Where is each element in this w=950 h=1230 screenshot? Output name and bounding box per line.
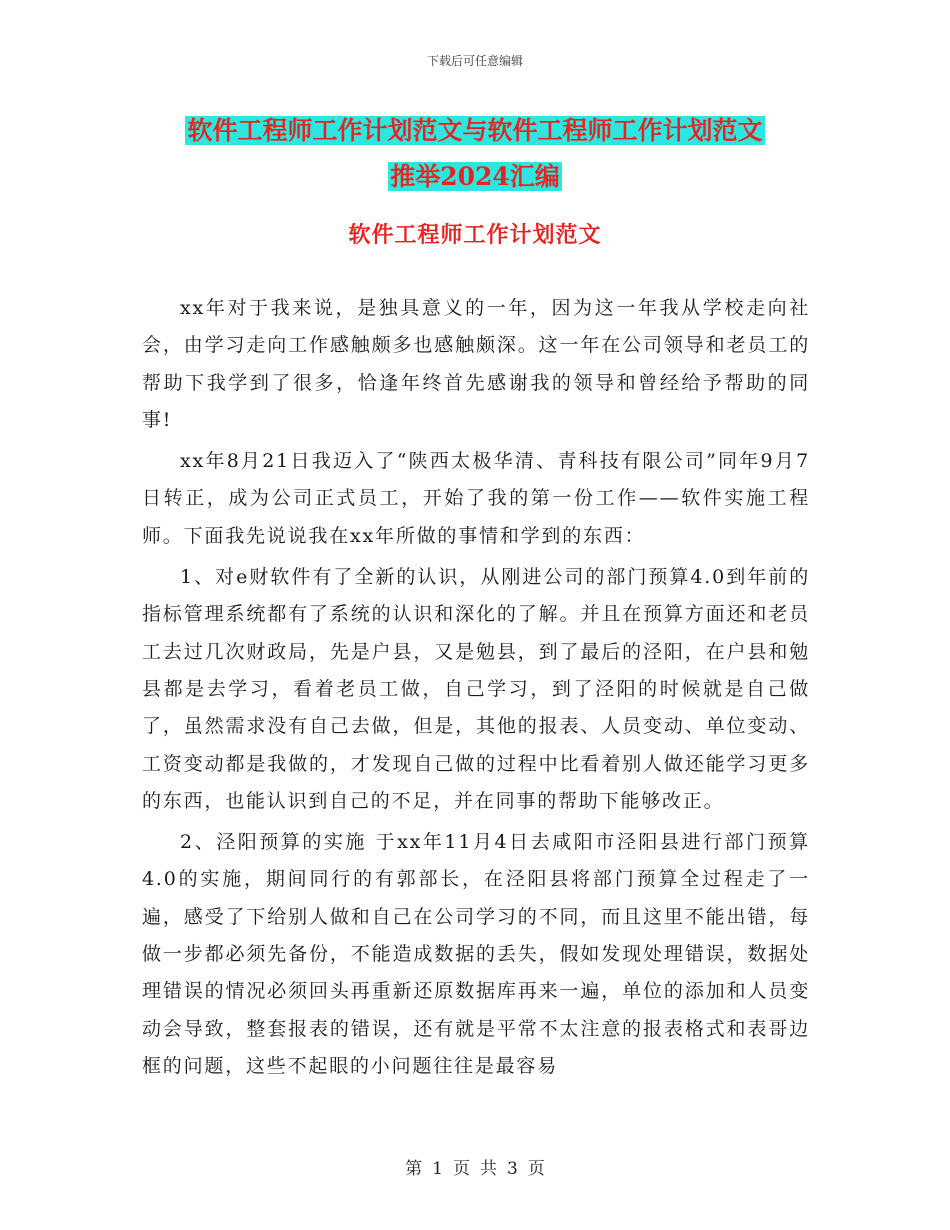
footer-word: 页 <box>453 1159 470 1179</box>
paragraph: xx年对于我来说，是独具意义的一年，因为这一年我从学校走向社会，由学习走向工作感触颇多也感触颇深。这一年在公司领导和老员工的帮助下我学到了很多，恰逢年终首先感谢我的领导和曾经给予帮助的同事! <box>142 297 810 431</box>
section-heading: 软件工程师工作计划范文 <box>348 222 602 248</box>
body-text <box>142 290 810 1089</box>
paragraph: 1、对e财软件有了全新的认识，从刚进公司的部门预算4.0到年前的指标管理系统都有了系统的认识和深化的了解。并且在预算方面还和老员工去过几次财政局，先是户县，又是勉县，到了最后的泾阳，在户县和勉县都是去学习，看着老员工做，自己学习，到了泾阳的时候就是自己做了，虽然需求没有自己去做，但是，其他的报表、人员变动、单位变动、工资变动都是我做的，才发现自己做的过程中比看着别人做还能学习更多的东西，也能认识到自己的不足，并在同事的帮助下能够改正。 <box>142 566 810 812</box>
page-footer <box>0 1154 950 1179</box>
footer-word: 第 <box>405 1159 423 1179</box>
page-number-total: 3 <box>507 1159 518 1179</box>
paragraph: xx年8月21日我迈入了“陕西太极华清、青科技有限公司”同年9月7日转正，成为公司正式员工，开始了我的第一份工作——软件实施工程师。下面我先说说我在xx年所做的事情和学到的东西： <box>142 450 810 547</box>
page-number-current: 1 <box>432 1159 443 1179</box>
title-line-1: 软件工程师工作计划范文与软件工程师工作计划范文 <box>187 116 763 145</box>
footer-word: 共 <box>480 1159 497 1179</box>
header-note: 下载后可任意编辑 <box>426 54 523 68</box>
document-title <box>140 108 810 200</box>
title-line-2: 推举2024汇编 <box>390 162 560 191</box>
footer-word: 页 <box>527 1159 545 1179</box>
paragraph: 2、泾阳预算的实施 于xx年11月4日去咸阳市泾阳县进行部门预算4.0的实施，期间同行的有郭部长，在泾阳县将部门预算全过程走了一遍，感受了下给别人做和自己在公司学习的不同，而且这里不能出错，每做一步都必须先备份，不能造成数据的丢失，假如发现处理错误，数据处理错误的情况必须回头再重新还原数据库再来一遍，单位的添加和人员变动会导致，整套报表的错误，还有就是平常不太注意的报表格式和表哥边框的问题，这些不起眼的小问题往往是最容易 <box>142 831 810 1077</box>
